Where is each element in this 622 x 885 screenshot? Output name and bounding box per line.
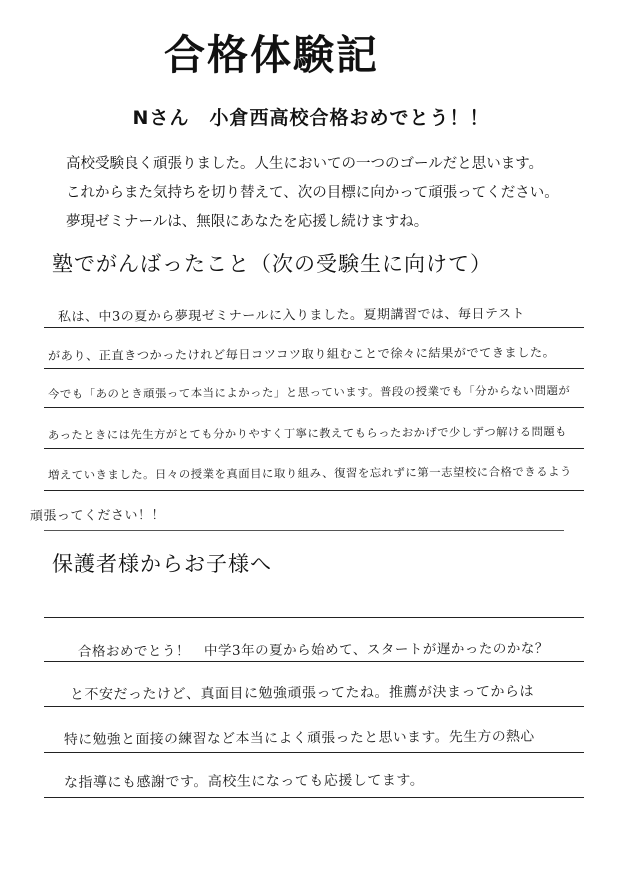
intro-line: 高校受験良く頑張りました。人生においての一つのゴールだと思います。 <box>66 156 544 172</box>
ruled-line <box>44 752 584 753</box>
page-title: 合格体験記 <box>164 31 379 79</box>
ruled-line <box>44 617 584 618</box>
ruled-line <box>44 661 584 662</box>
ruled-line <box>44 797 584 798</box>
student-text-line: あったときには先生方がとても分かりやすく丁寧に教えてもらったおかげで少しずつ解ける問題も <box>47 425 568 442</box>
ruled-line <box>44 490 584 491</box>
parent-text-line: な指導にも感謝です。高校生になっても応援してます。 <box>63 772 425 791</box>
parent-text-line: 特に勉強と面接の練習など本当によく頑張ったと思います。先生方の熱心 <box>63 728 535 748</box>
parent-text-line: 合格おめでとう！ 中学3年の夏から始めて、スタートが遅かったのかな？ <box>77 640 549 660</box>
ruled-line <box>44 706 584 707</box>
section-heading-parent: 保護者様からお子様へ <box>52 552 272 576</box>
ruled-line <box>44 327 584 328</box>
ruled-line <box>44 407 584 408</box>
intro-line: これからまた気持ちを切り替えて、次の目標に向かって頑張ってください。 <box>66 185 559 201</box>
student-text-line: があり、正直きつかったけれど毎日コツコツ取り組むことで徐々に結果がでてきました。 <box>47 345 556 363</box>
ruled-line <box>44 368 584 369</box>
student-text-line: 増えていきました。日々の授業を真面目に取り組み、復習を忘れずに第一志望校に合格できるよう <box>47 464 572 482</box>
section-heading-student: 塾でがんばったこと（次の受験生に向けて） <box>52 252 492 276</box>
student-text-line: 私は、中3の夏から夢現ゼミナールに入りました。夏期講習では、毎日テスト <box>57 306 526 325</box>
congrats-heading: Nさん 小倉西高校合格おめでとう！！ <box>132 107 490 129</box>
intro-text <box>66 150 559 237</box>
student-text-line: 頑張ってください！！ <box>29 508 166 524</box>
ruled-line <box>44 448 584 449</box>
ruled-line <box>44 530 564 531</box>
student-text-line: 今でも「あのとき頑張って本当によかった」と思っています。普段の授業でも「分からない問題が <box>47 383 571 401</box>
intro-line: 夢現ゼミナールは、無限にあなたを応援し続けますね。 <box>66 214 429 230</box>
parent-text-line: と不安だったけど、真面目に勉強頑張ってたね。推薦が決まってからは <box>69 683 535 703</box>
